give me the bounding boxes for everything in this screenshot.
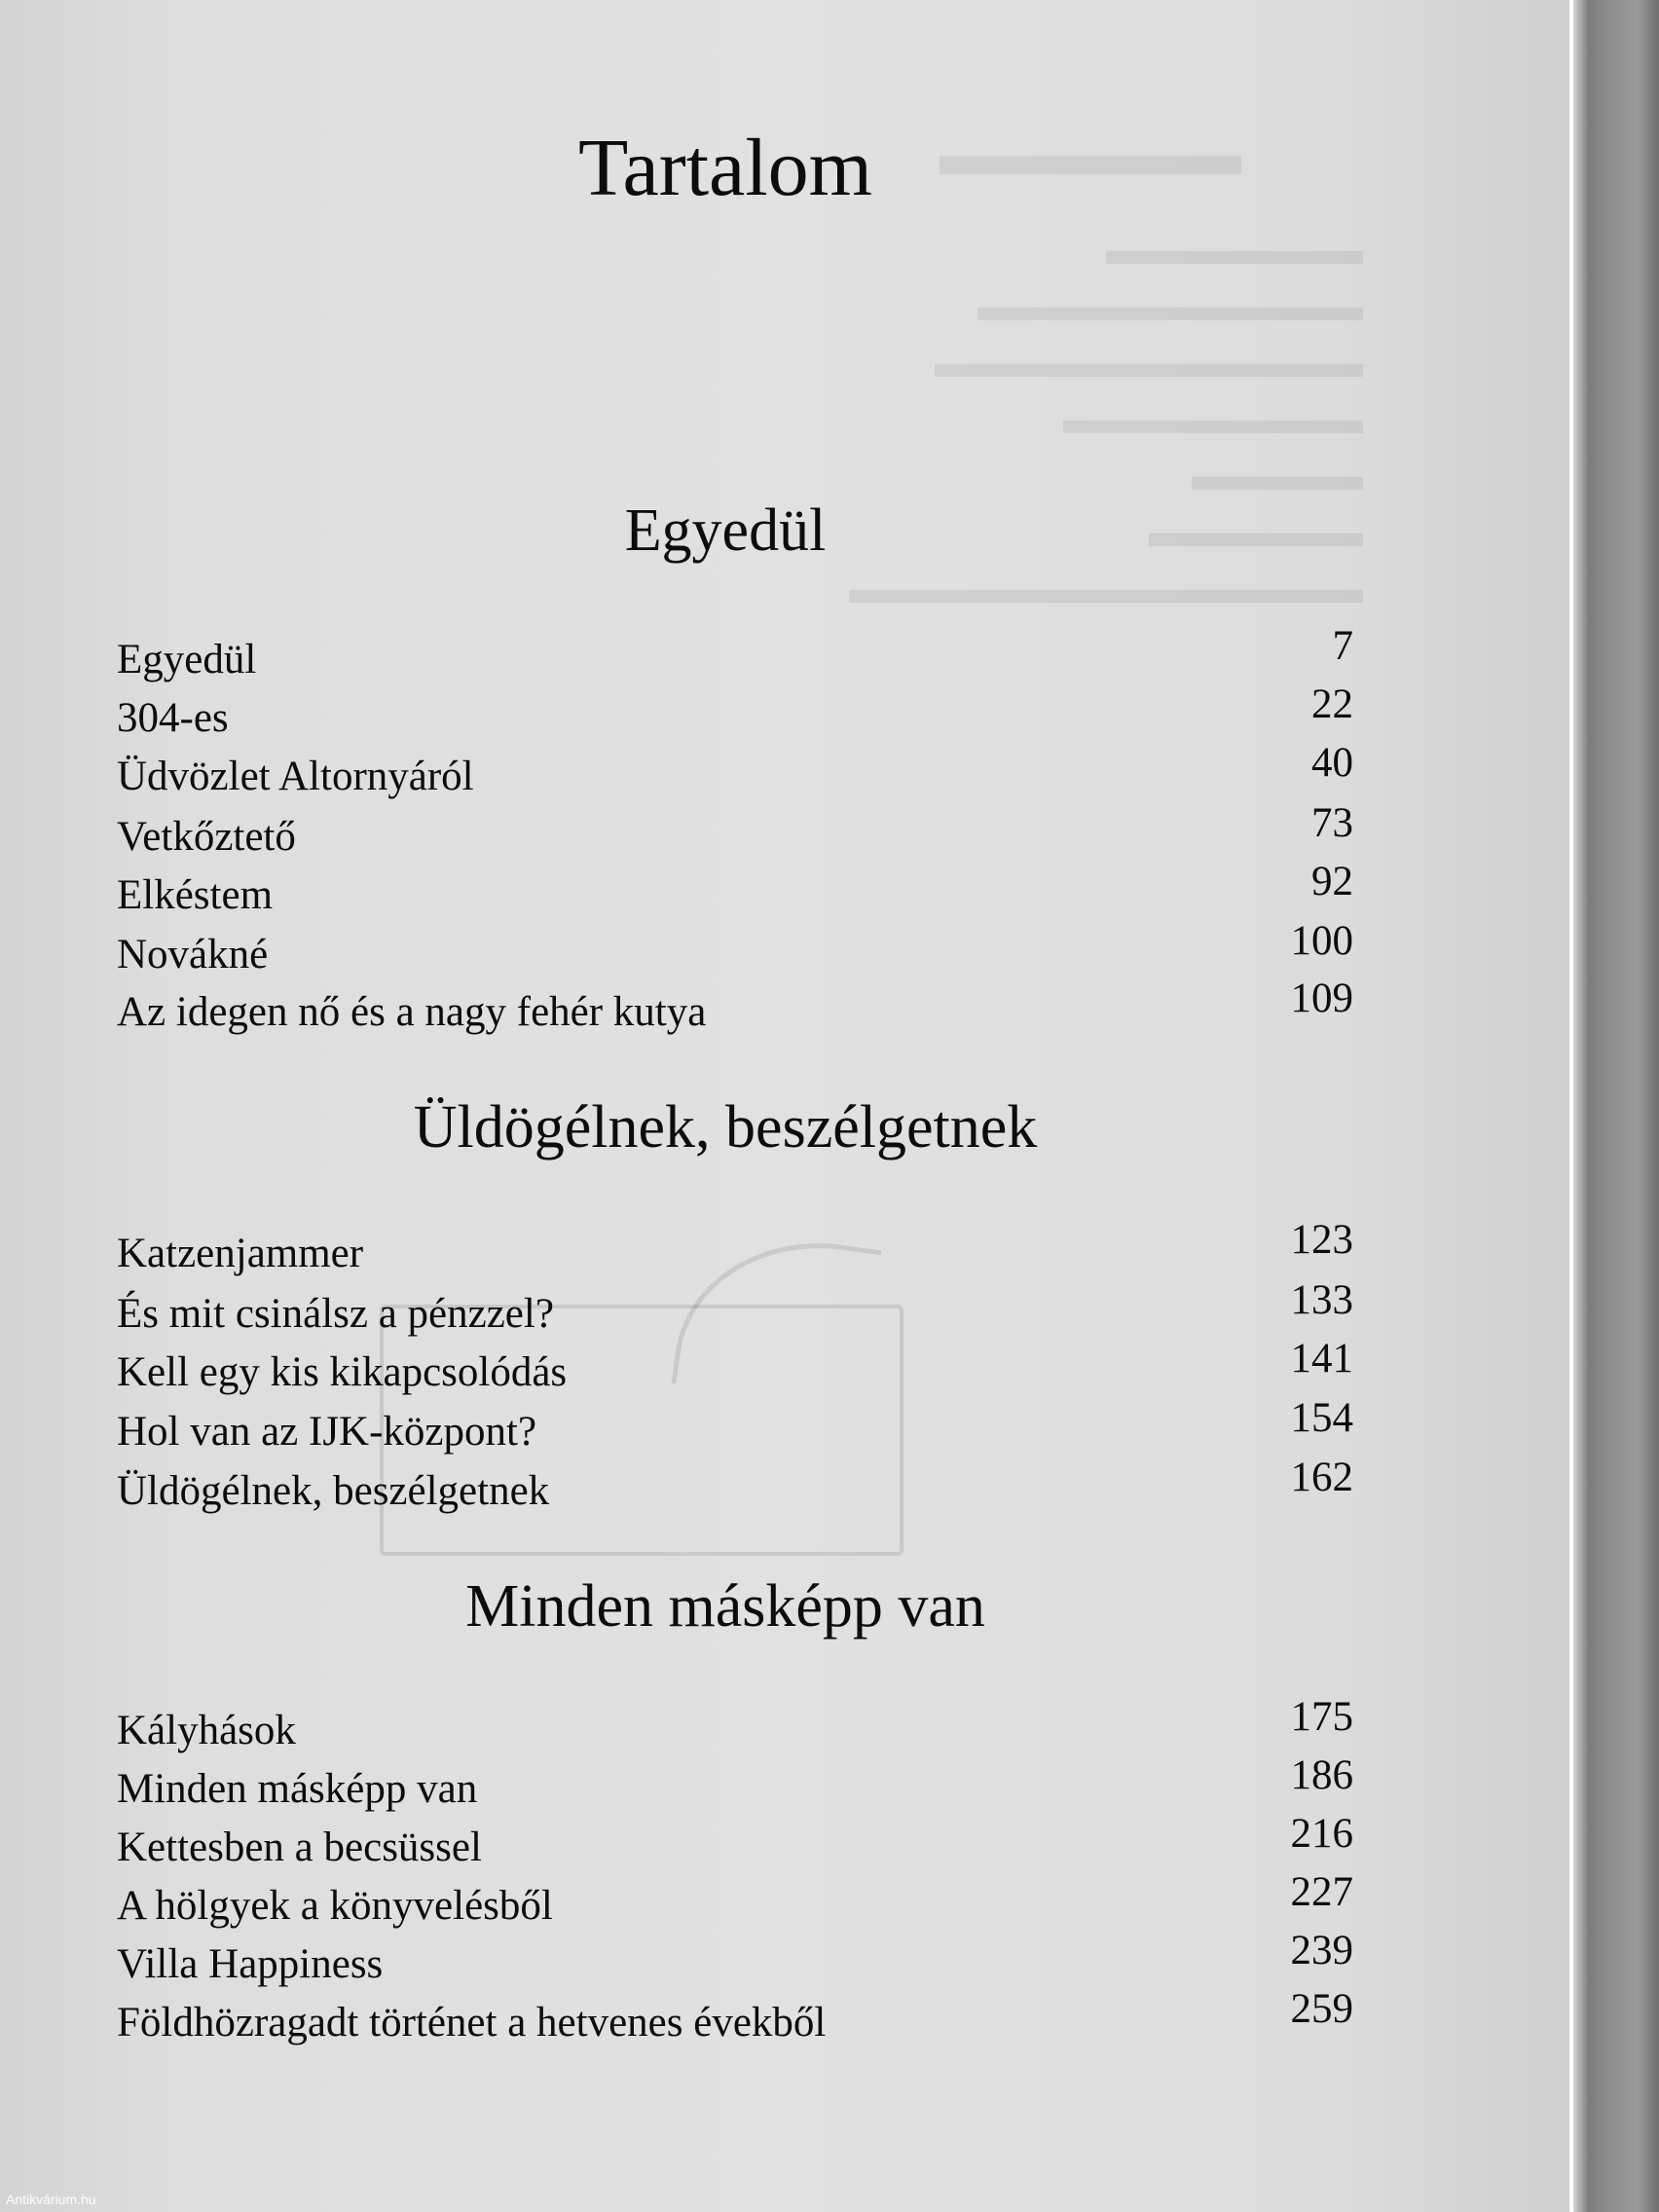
toc-entry[interactable] <box>117 1928 1353 1994</box>
toc-entry-title: Vetkőztető <box>117 814 296 860</box>
toc-entry-page: 259 <box>1290 1986 1353 2032</box>
toc-entry-title: Villa Happiness <box>117 1941 384 1987</box>
book-binding <box>1569 0 1659 2212</box>
toc-entry-title: A hölgyek a könyvelésből <box>117 1883 553 1929</box>
toc-entry-title: Elkéstem <box>117 872 274 918</box>
toc-entry[interactable] <box>117 740 1353 806</box>
toc-entry-page: 175 <box>1290 1694 1353 1740</box>
show-through-text: ▬▬▬▬▬ ▬▬▬▬▬▬ ▬▬▬▬▬▬▬▬▬ ▬▬▬▬▬▬▬▬▬▬ ▬▬▬▬▬▬▬ ▬▬▬▬ ▬▬▬▬▬ ▬▬▬▬▬▬▬▬▬▬▬▬ <box>849 122 1363 612</box>
toc-entry-title: Földhözragadt történet a hetvenes évekből <box>117 2000 827 2046</box>
toc-entry-title: Katzenjammer <box>117 1231 364 1276</box>
toc-entry-title: Kell egy kis kikapcsolódás <box>117 1349 568 1395</box>
toc-entry-page: 109 <box>1290 976 1353 1021</box>
watermark: Antikvárium.hu <box>6 2192 96 2207</box>
toc-entry[interactable] <box>117 1986 1353 2052</box>
toc-entry-page: 22 <box>1311 682 1353 727</box>
section-heading: Minden másképp van <box>465 1573 985 1640</box>
toc-entry[interactable] <box>117 1217 1353 1283</box>
toc-entry[interactable] <box>117 859 1353 925</box>
toc-entry-page: 154 <box>1290 1395 1353 1441</box>
toc-entry-title: Üdvözlet Altornyáról <box>117 754 474 799</box>
toc-entry[interactable] <box>117 682 1353 748</box>
toc-entry-title: Minden másképp van <box>117 1766 478 1812</box>
toc-entry[interactable] <box>117 623 1353 689</box>
toc-entry-page: 100 <box>1290 918 1353 964</box>
toc-entry-title: Hol van az IJK-központ? <box>117 1409 537 1455</box>
toc-entry-title: Üldögélnek, beszélgetnek <box>117 1468 550 1514</box>
page-edge <box>1569 0 1573 2212</box>
toc-entry-page: 141 <box>1290 1336 1353 1382</box>
toc-entry-title: 304-es <box>117 695 229 741</box>
toc-entry[interactable] <box>117 1811 1353 1877</box>
toc-entry-page: 40 <box>1311 740 1353 786</box>
toc-entry[interactable] <box>117 976 1353 1042</box>
toc-entry-page: 123 <box>1290 1217 1353 1263</box>
toc-entry-page: 133 <box>1290 1277 1353 1323</box>
section-heading: Üldögélnek, beszélgetnek <box>413 1094 1038 1161</box>
section-heading: Egyedül <box>624 498 827 564</box>
toc-entry-title: Kályhások <box>117 1708 296 1753</box>
page-title: Tartalom <box>578 123 872 213</box>
toc-entry[interactable] <box>117 1395 1353 1461</box>
toc-entry-page: 7 <box>1332 623 1353 669</box>
toc-entry-title: Novákné <box>117 932 269 977</box>
toc-entry[interactable] <box>117 1694 1353 1760</box>
toc-entry-title: És mit csinálsz a pénzzel? <box>117 1291 554 1337</box>
toc-entry[interactable] <box>117 800 1353 866</box>
toc-entry[interactable] <box>117 1336 1353 1402</box>
toc-entry[interactable] <box>117 1455 1353 1521</box>
toc-entry[interactable] <box>117 1752 1353 1819</box>
toc-entry[interactable] <box>117 1869 1353 1936</box>
toc-entry-title: Egyedül <box>117 637 257 682</box>
toc-entry-page: 216 <box>1290 1811 1353 1857</box>
toc-entry-page: 73 <box>1311 800 1353 846</box>
toc-entry-page: 227 <box>1290 1869 1353 1915</box>
toc-entry-page: 239 <box>1290 1928 1353 1973</box>
toc-entry-page: 162 <box>1290 1455 1353 1500</box>
toc-entry-title: Az idegen nő és a nagy fehér kutya <box>117 989 707 1035</box>
toc-entry-page: 92 <box>1311 859 1353 904</box>
toc-entry-title: Kettesben a becsüssel <box>117 1825 482 1870</box>
toc-entry[interactable] <box>117 918 1353 984</box>
toc-entry-page: 186 <box>1290 1752 1353 1798</box>
toc-entry[interactable] <box>117 1277 1353 1344</box>
